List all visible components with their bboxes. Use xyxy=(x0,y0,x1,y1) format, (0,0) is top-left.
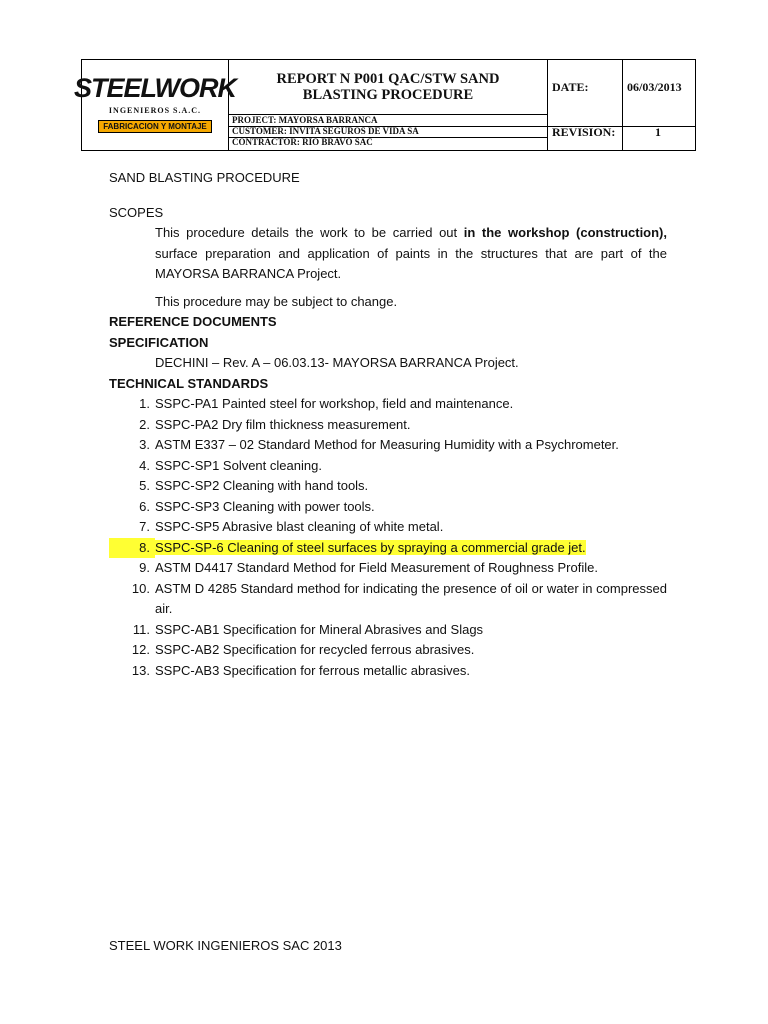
list-item xyxy=(109,435,667,456)
list-item-number: 5. xyxy=(139,478,150,493)
revision-label: REVISION: xyxy=(552,125,616,139)
technical-standards-heading: TECHNICAL STANDARDS xyxy=(109,375,269,391)
scopes-heading: SCOPES xyxy=(109,204,164,220)
page-footer: STEEL WORK INGENIEROS SAC 2013 xyxy=(109,938,342,953)
document-heading: SAND BLASTING PROCEDURE xyxy=(109,170,300,185)
list-item-number: 8. xyxy=(109,538,155,559)
header-divider xyxy=(622,60,623,150)
list-item-text: ASTM E337 – 02 Standard Method for Measuring Humidity with a Psychrometer. xyxy=(155,437,619,452)
highlighted-text: SSPC-SP-6 Cleaning of steel surfaces by spraying a commercial grade jet. xyxy=(155,539,586,555)
list-item-text: ASTM D 4285 Standard method for indicating the presence of oil or water in compressed air. xyxy=(155,580,667,616)
list-item-number: 3. xyxy=(139,437,150,452)
list-item xyxy=(109,394,667,415)
list-item-number: 13. xyxy=(131,662,150,678)
report-title xyxy=(229,60,547,114)
list-item-number: 6. xyxy=(139,498,150,514)
scopes-text-b: surface preparation and application of paints in the structures that are part of the MAYORSA BARRANCA Project. xyxy=(155,245,667,281)
list-item xyxy=(109,517,667,538)
contractor-field: CONTRACTOR: RIO BRAVO SAC xyxy=(232,137,373,147)
date-value: 06/03/2013 xyxy=(627,80,682,94)
specification-text: DECHINI – Rev. A – 06.03.13- MAYORSA BARRANCA Project. xyxy=(155,355,519,370)
list-item xyxy=(109,538,667,559)
date-label: DATE: xyxy=(552,80,589,94)
specification-heading: SPECIFICATION xyxy=(109,334,209,350)
list-item-text: SSPC-SP1 Solvent cleaning. xyxy=(155,457,322,473)
scopes-text-bold: in the workshop (construction), xyxy=(463,225,668,240)
list-item-text: SSPC-AB3 Specification for ferrous metallic abrasives. xyxy=(155,662,471,678)
list-item xyxy=(109,579,667,620)
project-field: PROJECT: MAYORSA BARRANCA xyxy=(232,115,378,125)
list-item-number: 9. xyxy=(139,560,150,575)
header-divider xyxy=(547,60,548,150)
list-item-text: ASTM D4417 Standard Method for Field Measurement of Roughness Profile. xyxy=(155,560,598,575)
technical-standards-list xyxy=(109,394,667,681)
list-item-number: 2. xyxy=(139,416,150,432)
scopes-paragraph xyxy=(109,223,667,285)
report-title-line1: REPORT N P001 QAC/STW SAND xyxy=(276,71,500,87)
report-header-table xyxy=(74,59,696,151)
list-item-number: 4. xyxy=(139,457,150,473)
customer-field: CUSTOMER: INVITA SEGUROS DE VIDA SA xyxy=(232,126,419,136)
list-item xyxy=(109,661,667,682)
list-item-text: SSPC-SP2 Cleaning with hand tools. xyxy=(155,478,369,493)
list-item-number: 1. xyxy=(139,396,150,411)
company-logo xyxy=(74,60,237,151)
list-item-text: SSPC-PA1 Painted steel for workshop, field and maintenance. xyxy=(155,396,514,411)
report-title-line2: BLASTING PROCEDURE xyxy=(302,87,474,103)
list-item-text: SSPC-PA2 Dry film thickness measurement. xyxy=(155,416,411,432)
scopes-text-a: This procedure details the work to be carried out xyxy=(155,225,464,240)
list-item xyxy=(109,415,667,436)
list-item xyxy=(109,620,667,641)
logo-subtitle: INGENIEROS S.A.C. xyxy=(108,105,202,115)
list-item-number: 11. xyxy=(132,621,150,637)
logo-brand: STEELWORK xyxy=(74,72,237,103)
list-item xyxy=(109,476,667,497)
list-item-number: 12. xyxy=(131,642,150,657)
list-item-text: SSPC-SP3 Cleaning with power tools. xyxy=(155,498,375,514)
reference-documents-heading: REFERENCE DOCUMENTS xyxy=(109,314,277,329)
list-item-text: SSPC-AB1 Specification for Mineral Abrasives and Slags xyxy=(155,621,484,637)
list-item-number: 7. xyxy=(139,519,150,534)
list-item-text xyxy=(155,538,667,559)
scopes-note: This procedure may be subject to change. xyxy=(155,293,398,309)
list-item xyxy=(109,456,667,477)
list-item-text: SSPC-AB2 Specification for recycled ferrous abrasives. xyxy=(155,642,475,657)
logo-band: FABRICACION Y MONTAJE xyxy=(98,120,212,133)
document-body xyxy=(109,168,667,681)
list-item xyxy=(109,640,667,661)
list-item xyxy=(109,558,667,579)
list-item xyxy=(109,497,667,518)
list-item-text: SSPC-SP5 Abrasive blast cleaning of white metal. xyxy=(155,519,444,534)
revision-value: 1 xyxy=(655,125,661,139)
list-item-number: 10. xyxy=(131,580,150,596)
